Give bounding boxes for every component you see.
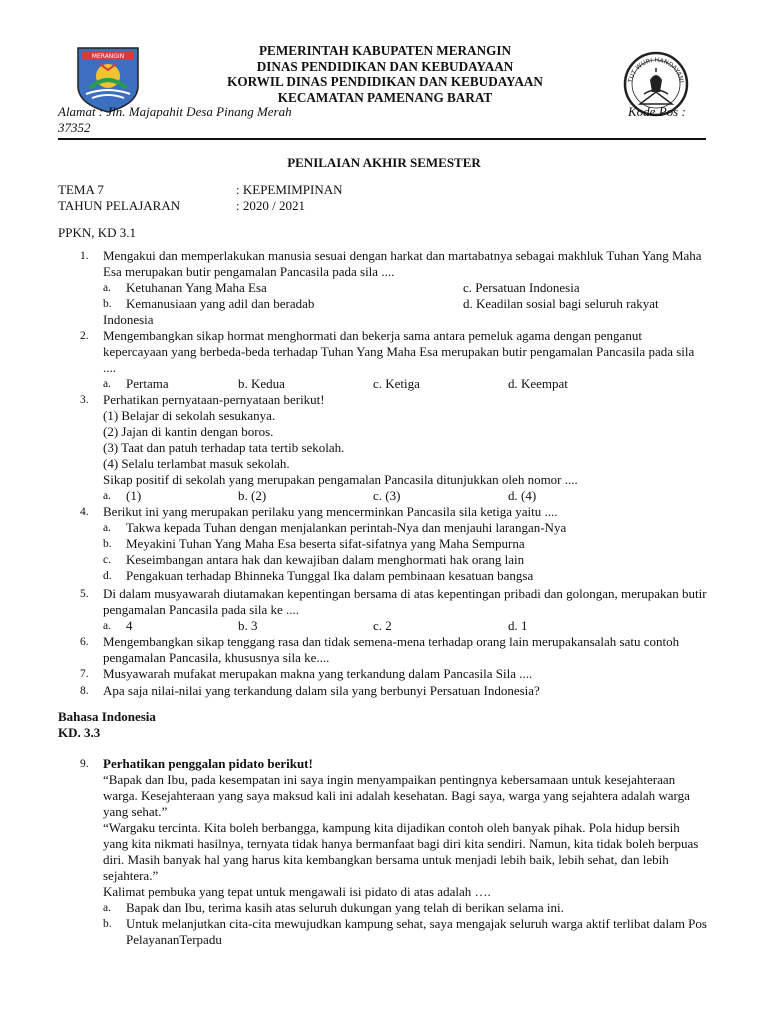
option-b: Kemanusiaan yang adil dan beradab <box>126 296 315 311</box>
question-text: Di dalam musyawarah diutamakan kepentingan bersama di atas kepentingan pribadi dan golongan, merupakan butir pengamalan Pancasila pada sila ke .... <box>103 586 707 617</box>
question-1 <box>58 248 708 328</box>
option-c: c. 2 <box>373 618 392 633</box>
question-number: 8. <box>80 685 89 697</box>
section-kd: KD. 3.3 <box>58 725 101 740</box>
question-number: 2. <box>80 330 89 342</box>
emblem-label: MERANGIN <box>91 53 125 60</box>
question-number: 7. <box>80 668 89 680</box>
statement-4: (4) Selalu terlambat masuk sekolah. <box>103 456 290 471</box>
question-text: Mengakui dan memperlakukan manusia sesuai dengan harkat dan martabatnya sebagai makhluk Tuhan Yang Maha Esa merupakan butir pengamalan Pancasila pada sila .... <box>103 248 702 279</box>
question-4 <box>58 504 708 584</box>
question-7 <box>58 666 708 682</box>
option-d: d. Keadilan sosial bagi seluruh rakyat <box>463 296 659 311</box>
question-number: 6. <box>80 636 89 648</box>
question-text: Perhatikan pernyataan-pernyataan berikut! <box>103 392 325 407</box>
question-9 <box>58 756 708 948</box>
option-c: c. Ketiga <box>373 376 420 391</box>
question-text: Mengembangkan sikap hormat menghormati dan bekerja sama antara pemeluk agama dengan penganut kepercayaan yang berbeda-beda terhadap Tuhan Yang Maha Esa merupakan butir pengamalan Pancasila pada sila .... <box>103 328 695 375</box>
option-letter: a. <box>103 378 111 390</box>
statement-2: (2) Jajan di kantin dengan boros. <box>103 424 274 439</box>
option-a: Takwa kepada Tuhan dengan menjalankan perintah-Nya dan menjauhi larangan-Nya <box>126 520 567 535</box>
letterhead-line-4: KECAMATAN PAMENANG BARAT <box>277 89 493 105</box>
letterhead-line-2: DINAS PENDIDIKAN DAN KEBUDAYAAN <box>256 58 514 74</box>
school-address <box>58 104 708 135</box>
question-2 <box>58 328 708 392</box>
section-ppkn: PPKN, KD 3.1 <box>58 225 137 240</box>
option-c: Keseimbangan antara hak dan kewajiban dalam menghormati hak orang lain <box>126 552 525 567</box>
question-number: 5. <box>80 588 89 600</box>
option-a: 4 <box>126 618 133 633</box>
option-b: b. Kedua <box>238 376 285 391</box>
option-letter: c. <box>103 554 111 566</box>
question-text: Musyawarah mufakat merupakan makna yang terkandung dalam Pancasila Sila .... <box>103 666 533 681</box>
option-a: (1) <box>126 488 142 503</box>
question-text: Mengembangkan sikap tenggang rasa dan tidak semena-mena terhadap orang lain merupakansalah satu contoh pengamalan Pancasila, khususnya sila ke.... <box>103 634 680 665</box>
option-letter: a. <box>103 902 111 914</box>
option-b: Untuk melanjutkan cita-cita mewujudkan kampung sehat, saya mengajak seluruh warga aktif terlibat dalam Pos PelayananTerpadu <box>126 916 707 947</box>
option-letter: a. <box>103 282 111 294</box>
section-bahasa-indonesia: Bahasa Indonesia <box>58 709 156 724</box>
option-d: d. 1 <box>508 618 528 633</box>
tema-label: TEMA 7 <box>58 182 104 197</box>
tahun-value: : 2020 / 2021 <box>236 198 305 213</box>
letterhead-line-1: PEMERINTAH KABUPATEN MERANGIN <box>258 43 512 58</box>
option-b: b. 3 <box>238 618 258 633</box>
question-text: Berikut ini yang merupakan perilaku yang mencerminkan Pancasila sila ketiga yaitu .... <box>103 504 558 519</box>
question-8 <box>58 683 708 699</box>
option-b: Meyakini Tuhan Yang Maha Esa beserta sifat-sifatnya yang Maha Sempurna <box>126 536 525 551</box>
speech-paragraph-1: “Bapak dan Ibu, pada kesempatan ini saya ingin menyampaikan pentingnya kebersamaan untuk kesejahteraan warga. Kesejahteraan yang saya maksud kali ini adalah kesehatan. Bagi saya, warga yang sejahtera adalah warga yang sehat.” <box>103 772 690 819</box>
statement-1: (1) Belajar di sekolah sesukanya. <box>103 408 276 423</box>
option-letter: a. <box>103 490 111 502</box>
option-b: b. (2) <box>238 488 267 503</box>
question-number: 4. <box>80 506 89 518</box>
tut-wuri-motto: TUT WURI HANDAYANI <box>627 56 685 84</box>
option-letter: a. <box>103 522 111 534</box>
question-6 <box>58 634 708 666</box>
question-number: 9. <box>80 758 89 770</box>
question-3 <box>58 392 708 504</box>
question-number: 1. <box>80 250 89 262</box>
exam-title: PENILAIAN AKHIR SEMESTER <box>287 155 481 170</box>
option-d: d. (4) <box>508 488 537 503</box>
option-letter: b. <box>103 538 112 550</box>
tema-value: : KEPEMIMPINAN <box>236 182 343 197</box>
question-number: 3. <box>80 394 89 406</box>
option-a: Bapak dan Ibu, terima kasih atas seluruh dukungan yang telah di berikan selama ini. <box>126 900 564 915</box>
option-c: c. Persatuan Indonesia <box>463 280 580 295</box>
question-heading: Perhatikan penggalan pidato berikut! <box>103 756 313 771</box>
statement-3: (3) Taat dan patuh terhadap tata tertib sekolah. <box>103 440 345 455</box>
letterhead <box>150 43 620 105</box>
tahun-label: TAHUN PELAJARAN <box>58 198 181 213</box>
question-5 <box>58 586 708 634</box>
option-d: Pengakuan terhadap Bhinneka Tunggal Ika dalam pembinaan kesatuan bangsa <box>126 568 534 583</box>
letterhead-line-3: KORWIL DINAS PENDIDIKAN DAN KEBUDAYAAN <box>227 74 543 89</box>
option-a: Pertama <box>126 376 169 391</box>
option-letter: a. <box>103 620 111 632</box>
address-text: Alamat : Jln. Majapahit Desa Pinang Merah <box>58 104 292 119</box>
question-prompt: Kalimat pembuka yang tepat untuk mengawali isi pidato di atas adalah …. <box>103 884 491 899</box>
header-divider <box>58 138 706 140</box>
option-d: d. Keempat <box>508 376 568 391</box>
option-letter: d. <box>103 570 112 582</box>
option-a: Ketuhanan Yang Maha Esa <box>126 280 267 295</box>
postcode-value: 37352 <box>58 119 91 135</box>
option-letter: b. <box>103 918 112 930</box>
option-d-continuation: Indonesia <box>103 312 154 327</box>
question-prompt: Sikap positif di sekolah yang merupakan pengamalan Pancasila ditunjukkan oleh nomor .... <box>103 472 578 487</box>
postcode-label: Kode Pos : <box>628 104 686 119</box>
question-text: Apa saja nilai-nilai yang terkandung dalam sila yang berbunyi Persatuan Indonesia? <box>103 683 540 698</box>
option-letter: b. <box>103 298 112 310</box>
speech-paragraph-2: “Wargaku tercinta. Kita boleh berbangga, kampung kita dijadikan contoh oleh banyak pihak. Pola hidup bersih yang kita nikmati hasilnya, ternyata tidak hanya bermanfaat bagi diri kita sendiri. Namun, kita tidak boleh berpuas diri. Masih banyak hal yang harus kita kembangkan bersama untuk menjadi lebih baik, lebih sehat, dan lebih sejahtera.” <box>103 820 699 883</box>
option-c: c. (3) <box>373 488 401 503</box>
